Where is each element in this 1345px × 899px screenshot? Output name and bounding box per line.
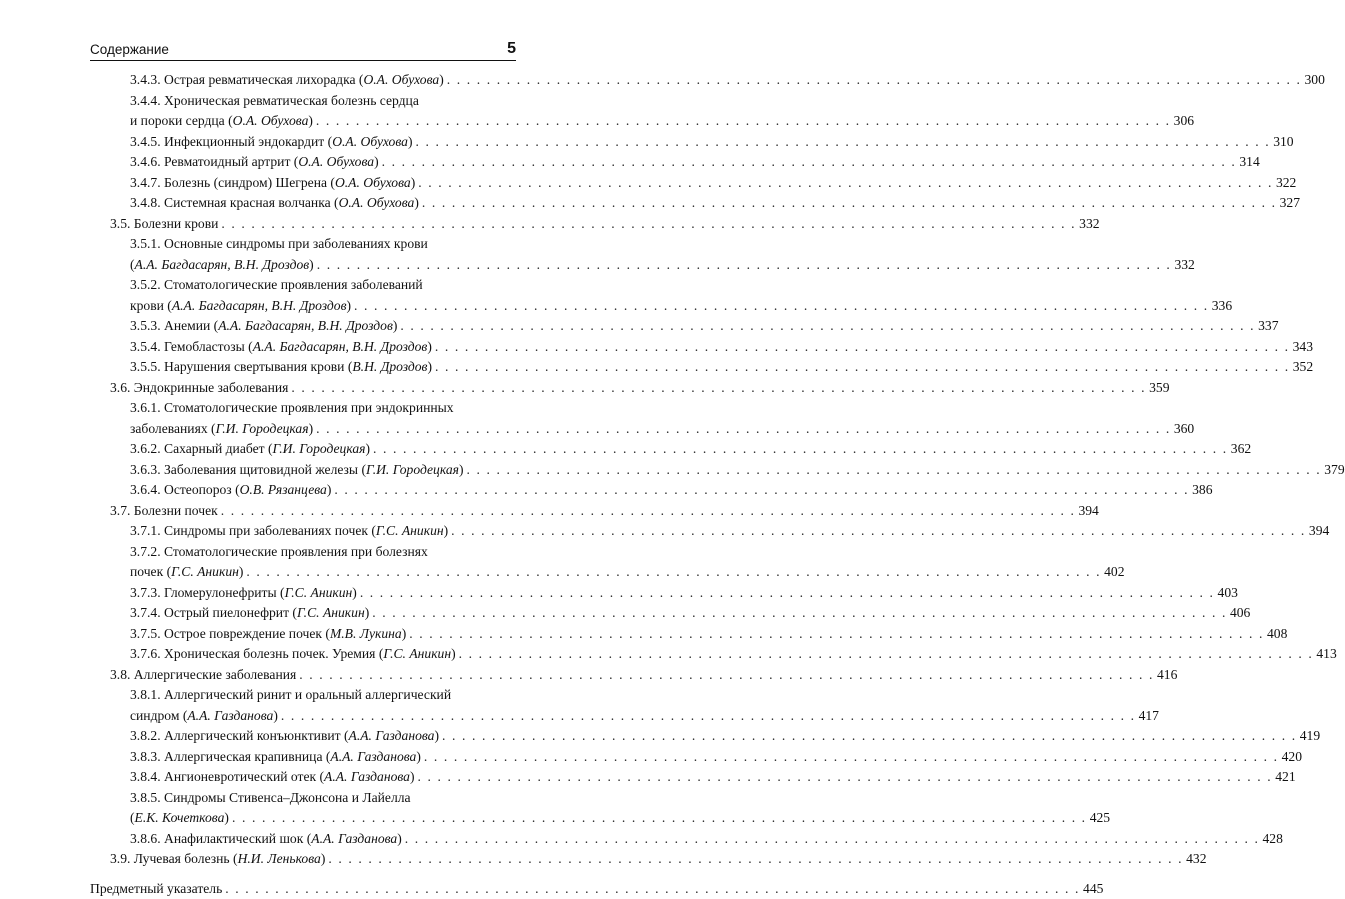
entry-title-text: Анемии <box>164 318 210 333</box>
entry-page: 432 <box>1186 849 1206 870</box>
entry-page: 428 <box>1262 829 1282 850</box>
entry-title-text: Стоматологические проявления при эндокринных <box>164 400 454 415</box>
entry-author: А.А. Газданова <box>311 831 397 846</box>
entry-number: 3.5.3. <box>130 318 161 333</box>
entry-number: 3.8.3. <box>130 749 161 764</box>
toc-entry-lead <box>130 829 516 850</box>
toc-entry <box>90 173 516 194</box>
leader-dots: . . . . . . . . . . . . . . . . . . . . . . . . . . . . . . . . . . . . . . . . . . . . . . . . . . . . . . . . . . . . . . . . . . . . . . . . . . . . . . . . . . . . . . <box>370 439 1231 460</box>
entry-page: 306 <box>1174 111 1194 132</box>
toc-entry-lead <box>130 644 516 665</box>
entry-author: Г.И. Городецкая <box>366 462 459 477</box>
toc-entry-lead <box>130 603 516 624</box>
leader-dots: . . . . . . . . . . . . . . . . . . . . . . . . . . . . . . . . . . . . . . . . . . . . . . . . . . . . . . . . . . . . . . . . . . . . . . . . . . . . . . . . . . . . . . <box>421 747 1282 768</box>
leader-dots: . . . . . . . . . . . . . . . . . . . . . . . . . . . . . . . . . . . . . . . . . . . . . . . . . . . . . . . . . . . . . . . . . . . . . . . . . . . . . . . . . . . . . . <box>296 665 1157 686</box>
leader-dots: . . . . . . . . . . . . . . . . . . . . . . . . . . . . . . . . . . . . . . . . . . . . . . . . . . . . . . . . . . . . . . . . . . . . . . . . . . . . . . . . . . . . . . <box>218 501 1079 522</box>
toc-entry-lead <box>130 152 516 173</box>
entry-page: 332 <box>1174 255 1194 276</box>
toc-entry-lead <box>130 132 516 153</box>
entry-page: 310 <box>1273 132 1293 153</box>
toc-entry-lead <box>110 501 516 522</box>
entry-page: 445 <box>1083 879 1103 899</box>
running-header <box>90 42 516 62</box>
toc-entry <box>90 480 516 501</box>
leader-dots: . . . . . . . . . . . . . . . . . . . . . . . . . . . . . . . . . . . . . . . . . . . . . . . . . . . . . . . . . . . . . . . . . . . . . . . . . . . . . . . . . . . . . . <box>229 808 1090 829</box>
entry-title-text: Синдромы Стивенса–Джонсона и Лайелла <box>164 790 411 805</box>
entry-title: 3.8.3. Аллергическая крапивница (А.А. Газданова) <box>130 747 421 768</box>
toc-entry-lead <box>130 111 516 132</box>
entry-number: 3.7.5. <box>130 626 161 641</box>
entry-title-cont: и пороки сердца <box>130 113 225 128</box>
entry-author: Г.И. Городецкая <box>273 441 366 456</box>
leader-dots: . . . . . . . . . . . . . . . . . . . . . . . . . . . . . . . . . . . . . . . . . . . . . . . . . . . . . . . . . . . . . . . . . . . . . . . . . . . . . . . . . . . . . . <box>288 378 1149 399</box>
entry-number: 3.8.6. <box>130 831 161 846</box>
entry-title: (Е.К. Кочеткова) <box>130 808 229 829</box>
toc-entry <box>90 665 516 686</box>
entry-title: заболеваниях (Г.И. Городецкая) <box>130 419 313 440</box>
entry-title: 3.4.7. Болезнь (синдром) Шегрена (О.А. Обухова) <box>130 173 415 194</box>
entry-number: 3.7.3. <box>130 585 161 600</box>
toc-entry <box>90 275 516 296</box>
toc-entry <box>90 70 516 91</box>
toc-entry <box>90 193 516 214</box>
spacer <box>90 870 516 879</box>
entry-number: 3.9. <box>110 851 130 866</box>
leader-dots: . . . . . . . . . . . . . . . . . . . . . . . . . . . . . . . . . . . . . . . . . . . . . . . . . . . . . . . . . . . . . . . . . . . . . . . . . . . . . . . . . . . . . . <box>351 296 1212 317</box>
entry-number: 3.4.3. <box>130 72 161 87</box>
entry-author: Г.С. Аникин <box>297 605 365 620</box>
entry-author: О.А. Обухова <box>363 72 439 87</box>
toc-entry-lead <box>130 91 516 112</box>
entry-title <box>90 879 222 899</box>
toc-entry-continuation <box>90 296 516 317</box>
leader-dots: . . . . . . . . . . . . . . . . . . . . . . . . . . . . . . . . . . . . . . . . . . . . . . . . . . . . . . . . . . . . . . . . . . . . . . . . . . . . . . . . . . . . . . <box>313 111 1174 132</box>
entry-title <box>130 234 428 255</box>
entry-title: 3.8.6. Анафилактический шок (А.А. Газданова) <box>130 829 402 850</box>
leader-dots: . . . . . . . . . . . . . . . . . . . . . . . . . . . . . . . . . . . . . . . . . . . . . . . . . . . . . . . . . . . . . . . . . . . . . . . . . . . . . . . . . . . . . . <box>456 644 1317 665</box>
entry-number: 3.5.2. <box>130 277 161 292</box>
entry-title-text: Аллергический ринит и оральный аллергический <box>164 687 451 702</box>
entry-number: 3.4.5. <box>130 134 161 149</box>
leader-dots: . . . . . . . . . . . . . . . . . . . . . . . . . . . . . . . . . . . . . . . . . . . . . . . . . . . . . . . . . . . . . . . . . . . . . . . . . . . . . . . . . . . . . . <box>432 337 1293 358</box>
toc-entry <box>90 398 516 419</box>
entry-title-text: Болезнь (синдром) Шегрена <box>164 175 327 190</box>
section-title: Содержание <box>90 42 169 57</box>
toc-entry <box>90 152 516 173</box>
entry-number: 3.6.2. <box>130 441 161 456</box>
entry-title-text: Острая ревматическая лихорадка <box>164 72 356 87</box>
entry-page: 314 <box>1239 152 1259 173</box>
entry-author: О.А. Обухова <box>332 134 408 149</box>
entry-title-text: Аллергические заболевания <box>134 667 296 682</box>
entry-number: 3.6.1. <box>130 400 161 415</box>
entry-author: А.А. Багдасарян, В.Н. Дроздов <box>135 257 310 272</box>
entry-number: 3.5.1. <box>130 236 161 251</box>
entry-title <box>130 788 411 809</box>
entry-title-text: Сахарный диабет <box>164 441 265 456</box>
entry-author: Е.К. Кочеткова <box>135 810 225 825</box>
toc-entry <box>90 767 516 788</box>
toc-entry-lead <box>110 214 516 235</box>
entry-page: 360 <box>1174 419 1194 440</box>
entry-author: О.А. Обухова <box>233 113 309 128</box>
entry-page: 403 <box>1218 583 1238 604</box>
entry-page: 343 <box>1293 337 1313 358</box>
toc-entry <box>90 747 516 768</box>
toc-entry-lead <box>130 275 516 296</box>
leader-dots: . . . . . . . . . . . . . . . . . . . . . . . . . . . . . . . . . . . . . . . . . . . . . . . . . . . . . . . . . . . . . . . . . . . . . . . . . . . . . . . . . . . . . . <box>415 173 1276 194</box>
toc-entry <box>90 91 516 112</box>
entry-title <box>110 214 218 235</box>
toc-entry <box>90 378 516 399</box>
entry-author: О.А. Обухова <box>339 195 415 210</box>
entry-title-text: Хроническая ревматическая болезнь сердца <box>164 93 419 108</box>
toc-entry-lead <box>130 747 516 768</box>
entry-page: 336 <box>1212 296 1232 317</box>
toc-entry <box>90 644 516 665</box>
entry-page: 394 <box>1078 501 1098 522</box>
entry-author: Г.С. Аникин <box>171 564 239 579</box>
entry-title <box>110 665 296 686</box>
entry-title <box>130 275 423 296</box>
entry-author: А.А. Газданова <box>349 728 435 743</box>
toc-entry-lead <box>130 439 516 460</box>
toc-entry <box>90 542 516 563</box>
entry-page: 362 <box>1231 439 1251 460</box>
entry-number: 3.8.4. <box>130 769 161 784</box>
entry-page: 386 <box>1192 480 1212 501</box>
entry-title: 3.7.4. Острый пиелонефрит (Г.С. Аникин) <box>130 603 369 624</box>
entry-title-cont: синдром <box>130 708 179 723</box>
page-number: 5 <box>507 40 516 58</box>
table-of-contents <box>90 70 516 899</box>
leader-dots: . . . . . . . . . . . . . . . . . . . . . . . . . . . . . . . . . . . . . . . . . . . . . . . . . . . . . . . . . . . . . . . . . . . . . . . . . . . . . . . . . . . . . . <box>314 255 1175 276</box>
entry-title: 3.8.4. Ангионевротический отек (А.А. Газданова) <box>130 767 415 788</box>
toc-entry-lead <box>130 706 516 727</box>
entry-number: 3.8. <box>110 667 130 682</box>
entry-page: 359 <box>1149 378 1169 399</box>
entry-title: 3.7.5. Острое повреждение почек (М.В. Лукина) <box>130 624 406 645</box>
entry-number: 3.4.4. <box>130 93 161 108</box>
entry-page: 394 <box>1309 521 1329 542</box>
entry-page: 327 <box>1280 193 1300 214</box>
entry-author: Г.С. Аникин <box>376 523 444 538</box>
leader-dots: . . . . . . . . . . . . . . . . . . . . . . . . . . . . . . . . . . . . . . . . . . . . . . . . . . . . . . . . . . . . . . . . . . . . . . . . . . . . . . . . . . . . . . <box>397 316 1258 337</box>
entry-title-text: Предметный указатель <box>90 881 222 896</box>
entry-page: 379 <box>1324 460 1344 481</box>
entry-page: 425 <box>1090 808 1110 829</box>
book-page <box>0 0 600 750</box>
toc-entry-continuation <box>90 562 516 583</box>
entry-author: В.Н. Дроздов <box>352 359 427 374</box>
entry-author: О.В. Рязанцева <box>240 482 327 497</box>
entry-number: 3.4.7. <box>130 175 161 190</box>
entry-author: О.А. Обухова <box>298 154 374 169</box>
entry-title: 3.5.5. Нарушения свертывания крови (В.Н. Дроздов) <box>130 357 432 378</box>
leader-dots: . . . . . . . . . . . . . . . . . . . . . . . . . . . . . . . . . . . . . . . . . . . . . . . . . . . . . . . . . . . . . . . . . . . . . . . . . . . . . . . . . . . . . . <box>406 624 1267 645</box>
entry-title-text: Гломерулонефриты <box>164 585 277 600</box>
entry-page: 332 <box>1079 214 1099 235</box>
leader-dots: . . . . . . . . . . . . . . . . . . . . . . . . . . . . . . . . . . . . . . . . . . . . . . . . . . . . . . . . . . . . . . . . . . . . . . . . . . . . . . . . . . . . . . <box>432 357 1293 378</box>
entry-title <box>130 91 419 112</box>
entry-title-text: Ангионевротический отек <box>164 769 316 784</box>
entry-title: 3.4.3. Острая ревматическая лихорадка (О.А. Обухова) <box>130 70 444 91</box>
toc-entry-continuation <box>90 419 516 440</box>
toc-entry-continuation <box>90 255 516 276</box>
entry-number: 3.5.5. <box>130 359 161 374</box>
entry-title-cont: заболеваниях <box>130 421 208 436</box>
entry-title: 3.5.4. Гемобластозы (А.А. Багдасарян, В.Н. Дроздов) <box>130 337 432 358</box>
entry-title-text: Гемобластозы <box>164 339 245 354</box>
entry-title-text: Болезни крови <box>134 216 219 231</box>
entry-number: 3.7.4. <box>130 605 161 620</box>
toc-entry <box>90 234 516 255</box>
toc-entry-lead <box>130 460 516 481</box>
toc-entry-lead <box>130 624 516 645</box>
toc-entry-lead <box>130 685 516 706</box>
entry-title-text: Анафилактический шок <box>164 831 303 846</box>
entry-title: почек (Г.С. Аникин) <box>130 562 243 583</box>
leader-dots: . . . . . . . . . . . . . . . . . . . . . . . . . . . . . . . . . . . . . . . . . . . . . . . . . . . . . . . . . . . . . . . . . . . . . . . . . . . . . . . . . . . . . . <box>313 419 1174 440</box>
entry-title <box>130 398 454 419</box>
entry-title-text: Нарушения свертывания крови <box>164 359 344 374</box>
toc-entry <box>90 132 516 153</box>
entry-page: 300 <box>1304 70 1324 91</box>
entry-title-text: Ревматоидный артрит <box>164 154 290 169</box>
entry-page: 402 <box>1104 562 1124 583</box>
entry-page: 413 <box>1316 644 1336 665</box>
leader-dots: . . . . . . . . . . . . . . . . . . . . . . . . . . . . . . . . . . . . . . . . . . . . . . . . . . . . . . . . . . . . . . . . . . . . . . . . . . . . . . . . . . . . . . <box>357 583 1218 604</box>
entry-number: 3.7.6. <box>130 646 161 661</box>
entry-number: 3.7.2. <box>130 544 161 559</box>
entry-title <box>130 685 451 706</box>
toc-entry-lead <box>130 70 516 91</box>
toc-entry <box>90 316 516 337</box>
toc-entry-lead <box>130 398 516 419</box>
entry-title-text: Основные синдромы при заболеваниях крови <box>164 236 428 251</box>
entry-title-text: Острое повреждение почек <box>164 626 322 641</box>
entry-title: 3.6.3. Заболевания щитовидной железы (Г.И. Городецкая) <box>130 460 464 481</box>
entry-author: Г.С. Аникин <box>285 585 353 600</box>
entry-author: Г.С. Аникин <box>383 646 451 661</box>
entry-page: 408 <box>1267 624 1287 645</box>
toc-entry-continuation <box>90 706 516 727</box>
toc-entry <box>90 439 516 460</box>
leader-dots: . . . . . . . . . . . . . . . . . . . . . . . . . . . . . . . . . . . . . . . . . . . . . . . . . . . . . . . . . . . . . . . . . . . . . . . . . . . . . . . . . . . . . . <box>402 829 1263 850</box>
leader-dots: . . . . . . . . . . . . . . . . . . . . . . . . . . . . . . . . . . . . . . . . . . . . . . . . . . . . . . . . . . . . . . . . . . . . . . . . . . . . . . . . . . . . . . <box>325 849 1186 870</box>
entry-title-text: Хроническая болезнь почек. Уремия <box>164 646 375 661</box>
toc-entry <box>90 879 516 899</box>
toc-entry <box>90 829 516 850</box>
toc-entry <box>90 357 516 378</box>
entry-author: А.А. Газданова <box>330 749 416 764</box>
entry-title-text: Системная красная волчанка <box>164 195 331 210</box>
entry-author: А.А. Газданова <box>324 769 410 784</box>
entry-title-text: Острый пиелонефрит <box>164 605 289 620</box>
entry-title: 3.4.6. Ревматоидный артрит (О.А. Обухова) <box>130 152 379 173</box>
leader-dots: . . . . . . . . . . . . . . . . . . . . . . . . . . . . . . . . . . . . . . . . . . . . . . . . . . . . . . . . . . . . . . . . . . . . . . . . . . . . . . . . . . . . . . <box>278 706 1139 727</box>
leader-dots: . . . . . . . . . . . . . . . . . . . . . . . . . . . . . . . . . . . . . . . . . . . . . . . . . . . . . . . . . . . . . . . . . . . . . . . . . . . . . . . . . . . . . . <box>243 562 1104 583</box>
toc-entry-continuation <box>90 808 516 829</box>
toc-entry-lead <box>130 767 516 788</box>
entry-title-cont: почек <box>130 564 163 579</box>
toc-entry-lead <box>110 849 516 870</box>
leader-dots: . . . . . . . . . . . . . . . . . . . . . . . . . . . . . . . . . . . . . . . . . . . . . . . . . . . . . . . . . . . . . . . . . . . . . . . . . . . . . . . . . . . . . . <box>415 767 1276 788</box>
entry-title-text: Остеопороз <box>164 482 232 497</box>
entry-title: 3.6.4. Остеопороз (О.В. Рязанцева) <box>130 480 331 501</box>
entry-author: А.А. Газданова <box>187 708 273 723</box>
toc-entry-lead <box>130 480 516 501</box>
entry-title: 3.9. Лучевая болезнь (Н.И. Ленькова) <box>110 849 325 870</box>
toc-entry <box>90 726 516 747</box>
toc-entry-lead <box>130 337 516 358</box>
toc-entry <box>90 603 516 624</box>
entry-number: 3.8.1. <box>130 687 161 702</box>
entry-page: 416 <box>1157 665 1177 686</box>
entry-number: 3.6. <box>110 380 130 395</box>
entry-page: 406 <box>1230 603 1250 624</box>
entry-author: А.А. Багдасарян, В.Н. Дроздов <box>253 339 428 354</box>
entry-page: 322 <box>1276 173 1296 194</box>
toc-entry-lead <box>130 357 516 378</box>
toc-entry-lead <box>130 808 516 829</box>
toc-entry <box>90 624 516 645</box>
toc-entry-lead <box>110 378 516 399</box>
toc-entry-lead <box>130 583 516 604</box>
toc-entry-lead <box>130 562 516 583</box>
entry-number: 3.8.5. <box>130 790 161 805</box>
leader-dots: . . . . . . . . . . . . . . . . . . . . . . . . . . . . . . . . . . . . . . . . . . . . . . . . . . . . . . . . . . . . . . . . . . . . . . . . . . . . . . . . . . . . . . <box>419 193 1280 214</box>
entry-title: и пороки сердца (О.А. Обухова) <box>130 111 313 132</box>
entry-title: 3.8.2. Аллергический конъюнктивит (А.А. Газданова) <box>130 726 439 747</box>
entry-title-text: Аллергический конъюнктивит <box>164 728 341 743</box>
entry-title <box>130 542 428 563</box>
toc-entry <box>90 214 516 235</box>
entry-page: 420 <box>1282 747 1302 768</box>
leader-dots: . . . . . . . . . . . . . . . . . . . . . . . . . . . . . . . . . . . . . . . . . . . . . . . . . . . . . . . . . . . . . . . . . . . . . . . . . . . . . . . . . . . . . . <box>444 70 1305 91</box>
entry-title: 3.4.5. Инфекционный эндокардит (О.А. Обухова) <box>130 132 412 153</box>
toc-entry <box>90 788 516 809</box>
entry-number: 3.7. <box>110 503 130 518</box>
entry-number: 3.5. <box>110 216 130 231</box>
entry-page: 419 <box>1300 726 1320 747</box>
entry-title-text: Заболевания щитовидной железы <box>164 462 358 477</box>
entry-title: 3.7.6. Хроническая болезнь почек. Уремия (Г.С. Аникин) <box>130 644 456 665</box>
entry-title <box>110 378 288 399</box>
toc-entry-lead <box>130 316 516 337</box>
entry-title: 3.7.1. Синдромы при заболеваниях почек (Г.С. Аникин) <box>130 521 448 542</box>
toc-entry-lead <box>130 726 516 747</box>
entry-author: А.А. Багдасарян, В.Н. Дроздов <box>172 298 347 313</box>
entry-title-text: Синдромы при заболеваниях почек <box>164 523 368 538</box>
header-rule <box>90 60 516 61</box>
entry-number: 3.4.6. <box>130 154 161 169</box>
entry-title-text: Эндокринные заболевания <box>134 380 289 395</box>
toc-entry-lead <box>130 234 516 255</box>
entry-author: М.В. Лукина <box>330 626 402 641</box>
toc-entry-continuation <box>90 111 516 132</box>
entry-author: Г.И. Городецкая <box>216 421 309 436</box>
leader-dots: . . . . . . . . . . . . . . . . . . . . . . . . . . . . . . . . . . . . . . . . . . . . . . . . . . . . . . . . . . . . . . . . . . . . . . . . . . . . . . . . . . . . . . <box>369 603 1230 624</box>
leader-dots: . . . . . . . . . . . . . . . . . . . . . . . . . . . . . . . . . . . . . . . . . . . . . . . . . . . . . . . . . . . . . . . . . . . . . . . . . . . . . . . . . . . . . . <box>412 132 1273 153</box>
toc-entry <box>90 583 516 604</box>
entry-title: 3.5.3. Анемии (А.А. Багдасарян, В.Н. Дроздов) <box>130 316 397 337</box>
leader-dots: . . . . . . . . . . . . . . . . . . . . . . . . . . . . . . . . . . . . . . . . . . . . . . . . . . . . . . . . . . . . . . . . . . . . . . . . . . . . . . . . . . . . . . <box>222 879 1083 899</box>
entry-title-text: Лучевая болезнь <box>134 851 230 866</box>
toc-entry-lead <box>130 542 516 563</box>
entry-title: 3.6.2. Сахарный диабет (Г.И. Городецкая) <box>130 439 370 460</box>
entry-page: 417 <box>1139 706 1159 727</box>
entry-title-text: Инфекционный эндокардит <box>164 134 324 149</box>
toc-entry <box>90 849 516 870</box>
entry-title-text: Стоматологические проявления заболеваний <box>164 277 423 292</box>
entry-title-text: Болезни почек <box>134 503 218 518</box>
toc-entry <box>90 685 516 706</box>
entry-number: 3.7.1. <box>130 523 161 538</box>
entry-title-cont: крови <box>130 298 164 313</box>
entry-page: 421 <box>1275 767 1295 788</box>
entry-number: 3.6.3. <box>130 462 161 477</box>
toc-entry-lead <box>130 419 516 440</box>
toc-entry-lead <box>130 193 516 214</box>
leader-dots: . . . . . . . . . . . . . . . . . . . . . . . . . . . . . . . . . . . . . . . . . . . . . . . . . . . . . . . . . . . . . . . . . . . . . . . . . . . . . . . . . . . . . . <box>379 152 1240 173</box>
entry-author: О.А. Обухова <box>335 175 411 190</box>
entry-title: (А.А. Багдасарян, В.Н. Дроздов) <box>130 255 314 276</box>
leader-dots: . . . . . . . . . . . . . . . . . . . . . . . . . . . . . . . . . . . . . . . . . . . . . . . . . . . . . . . . . . . . . . . . . . . . . . . . . . . . . . . . . . . . . . <box>218 214 1079 235</box>
leader-dots: . . . . . . . . . . . . . . . . . . . . . . . . . . . . . . . . . . . . . . . . . . . . . . . . . . . . . . . . . . . . . . . . . . . . . . . . . . . . . . . . . . . . . . <box>331 480 1192 501</box>
entry-page: 352 <box>1293 357 1313 378</box>
entry-title: 3.4.8. Системная красная волчанка (О.А. Обухова) <box>130 193 419 214</box>
entry-number: 3.6.4. <box>130 482 161 497</box>
toc-entry-lead <box>90 879 516 899</box>
toc-entry-lead <box>110 665 516 686</box>
entry-author: А.А. Багдасарян, В.Н. Дроздов <box>218 318 393 333</box>
entry-title: 3.7.3. Гломерулонефриты (Г.С. Аникин) <box>130 583 357 604</box>
toc-entry <box>90 501 516 522</box>
entry-title: синдром (А.А. Газданова) <box>130 706 278 727</box>
entry-title <box>110 501 218 522</box>
toc-entry-lead <box>130 173 516 194</box>
entry-number: 3.4.8. <box>130 195 161 210</box>
entry-title-text: Стоматологические проявления при болезнях <box>164 544 428 559</box>
toc-entry-lead <box>130 296 516 317</box>
toc-entry-lead <box>130 521 516 542</box>
toc-entry <box>90 521 516 542</box>
leader-dots: . . . . . . . . . . . . . . . . . . . . . . . . . . . . . . . . . . . . . . . . . . . . . . . . . . . . . . . . . . . . . . . . . . . . . . . . . . . . . . . . . . . . . . <box>439 726 1300 747</box>
toc-entry-lead <box>130 788 516 809</box>
toc-entry <box>90 337 516 358</box>
entry-page: 337 <box>1258 316 1278 337</box>
toc-entry <box>90 460 516 481</box>
entry-title: крови (А.А. Багдасарян, В.Н. Дроздов) <box>130 296 351 317</box>
entry-title-text: Аллергическая крапивница <box>164 749 322 764</box>
entry-number: 3.8.2. <box>130 728 161 743</box>
leader-dots: . . . . . . . . . . . . . . . . . . . . . . . . . . . . . . . . . . . . . . . . . . . . . . . . . . . . . . . . . . . . . . . . . . . . . . . . . . . . . . . . . . . . . . <box>464 460 1325 481</box>
entry-author: Н.И. Ленькова <box>238 851 321 866</box>
leader-dots: . . . . . . . . . . . . . . . . . . . . . . . . . . . . . . . . . . . . . . . . . . . . . . . . . . . . . . . . . . . . . . . . . . . . . . . . . . . . . . . . . . . . . . <box>448 521 1309 542</box>
toc-entry-lead <box>130 255 516 276</box>
entry-number: 3.5.4. <box>130 339 161 354</box>
